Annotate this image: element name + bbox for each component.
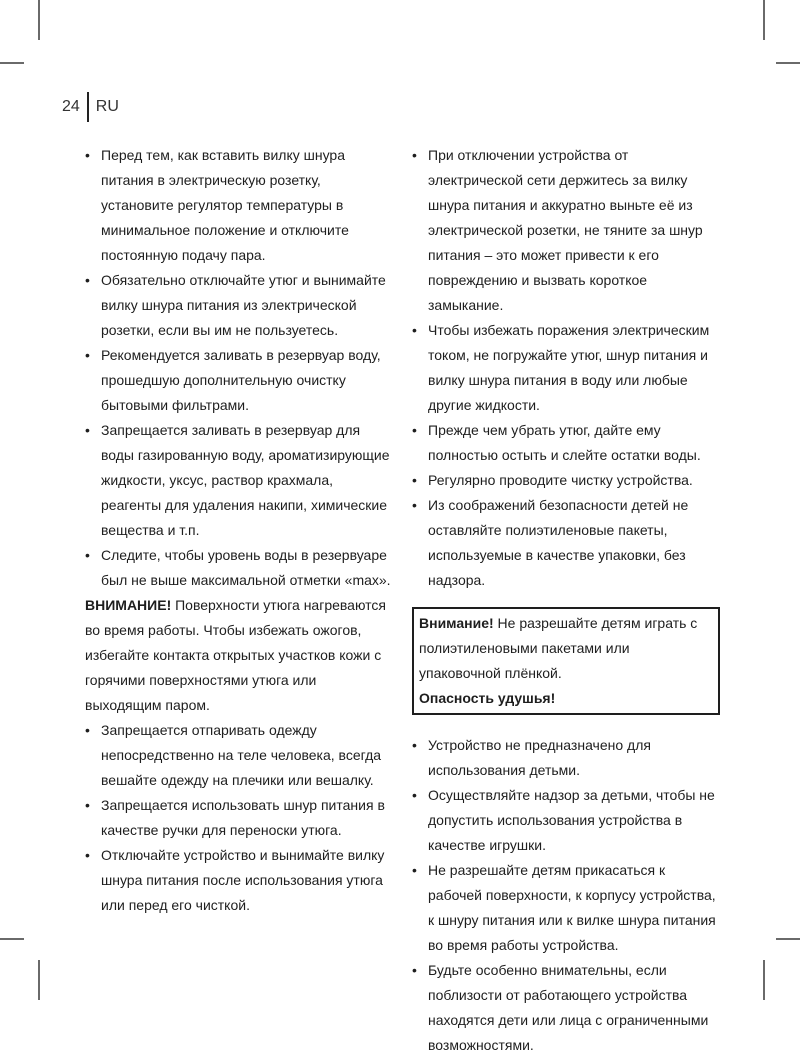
left-column <box>85 143 393 918</box>
warning-box <box>412 607 720 715</box>
crop-mark <box>763 960 765 1000</box>
list-item: • Запрещается заливать в резервуар для воды газированную воду, ароматизирующие жидкости, уксус, раствор крахмала, реагенты для удаления накипи, химические вещества и т.п. <box>85 418 393 543</box>
list-item: • Прежде чем убрать утюг, дайте ему полностью остыть и слейте остатки воды. <box>412 418 720 468</box>
crop-mark <box>776 62 800 64</box>
crop-mark <box>38 0 40 40</box>
list-item: • При отключении устройства от электрической сети держитесь за вилку шнура питания и аккуратно выньте её из электрической розетки, не тяните за шнур питания – это может привести к его повреждению и вызвать короткое замыкание. <box>412 143 720 318</box>
list-item: • Чтобы избежать поражения электрическим током, не погружайте утюг, шнур питания и вилку шнура питания в воду или любые другие жидкости. <box>412 318 720 418</box>
page-header <box>62 92 119 122</box>
list-item: • Запрещается отпаривать одежду непосредственно на теле человека, всегда вешайте одежду на плечики или вешалку. <box>85 718 393 793</box>
list-item: • Обязательно отключайте утюг и вынимайте вилку шнура питания из электрической розетки, если вы им не пользуетесь. <box>85 268 393 343</box>
crop-mark <box>38 960 40 1000</box>
language-code: RU <box>95 98 119 115</box>
list-item: • Запрещается использовать шнур питания в качестве ручки для переноски утюга. <box>85 793 393 843</box>
warning-paragraph <box>85 593 393 718</box>
bullet-list <box>412 733 720 1058</box>
list-item: • Перед тем, как вставить вилку шнура питания в электрическую розетку, установите регулятор температуры в минимальное положение и отключите постоянную подачу пара. <box>85 143 393 268</box>
list-item: • Отключайте устройство и вынимайте вилку шнура питания после использования утюга или перед его чисткой. <box>85 843 393 918</box>
bullet-list <box>85 143 393 593</box>
warning-box-label: Внимание! <box>419 615 494 631</box>
page-number: 24 <box>62 98 80 115</box>
danger-line <box>419 686 710 711</box>
crop-mark <box>776 938 800 940</box>
list-item: • Осуществляйте надзор за детьми, чтобы не допустить использования устройства в качестве игрушки. <box>412 783 720 858</box>
list-item: • Не разрешайте детям прикасаться к рабочей поверхности, к корпусу устройства, к шнуру питания или к вилке шнура питания во время работы устройства. <box>412 858 720 958</box>
warning-text: Поверхности утюга нагреваются во время работы. Чтобы избежать ожогов, избегайте контакта открытых участков кожи с горячими поверхностями утюга или выходящим паром. <box>85 597 386 713</box>
list-item: • Устройство не предназначено для использования детьми. <box>412 733 720 783</box>
crop-mark <box>763 0 765 40</box>
warning-box-text <box>419 611 710 686</box>
warning-box-body: Не разрешайте детям играть с полиэтиленовыми пакетами или упаковочной плёнкой. <box>419 615 698 681</box>
list-item: • Из соображений безопасности детей не оставляйте полиэтиленовые пакеты, используемые в качестве упаковки, без надзора. <box>412 493 720 593</box>
bullet-list <box>85 718 393 918</box>
list-item: • Регулярно проводите чистку устройства. <box>412 468 720 493</box>
list-item: • Рекомендуется заливать в резервуар воду, прошедшую дополнительную очистку бытовыми фильтрами. <box>85 343 393 418</box>
danger-label: Опасность удушья! <box>419 690 556 706</box>
right-column <box>412 143 720 1058</box>
list-item: • Будьте особенно внимательны, если поблизости от работающего устройства находятся дети или лица с ограниченными возможностями. <box>412 958 720 1058</box>
crop-mark <box>0 62 24 64</box>
bullet-list <box>412 143 720 593</box>
crop-mark <box>0 938 24 940</box>
list-item: • Следите, чтобы уровень воды в резервуаре был не выше максимальной отметки «max». <box>85 543 393 593</box>
warning-label: ВНИМАНИЕ! <box>85 597 172 613</box>
